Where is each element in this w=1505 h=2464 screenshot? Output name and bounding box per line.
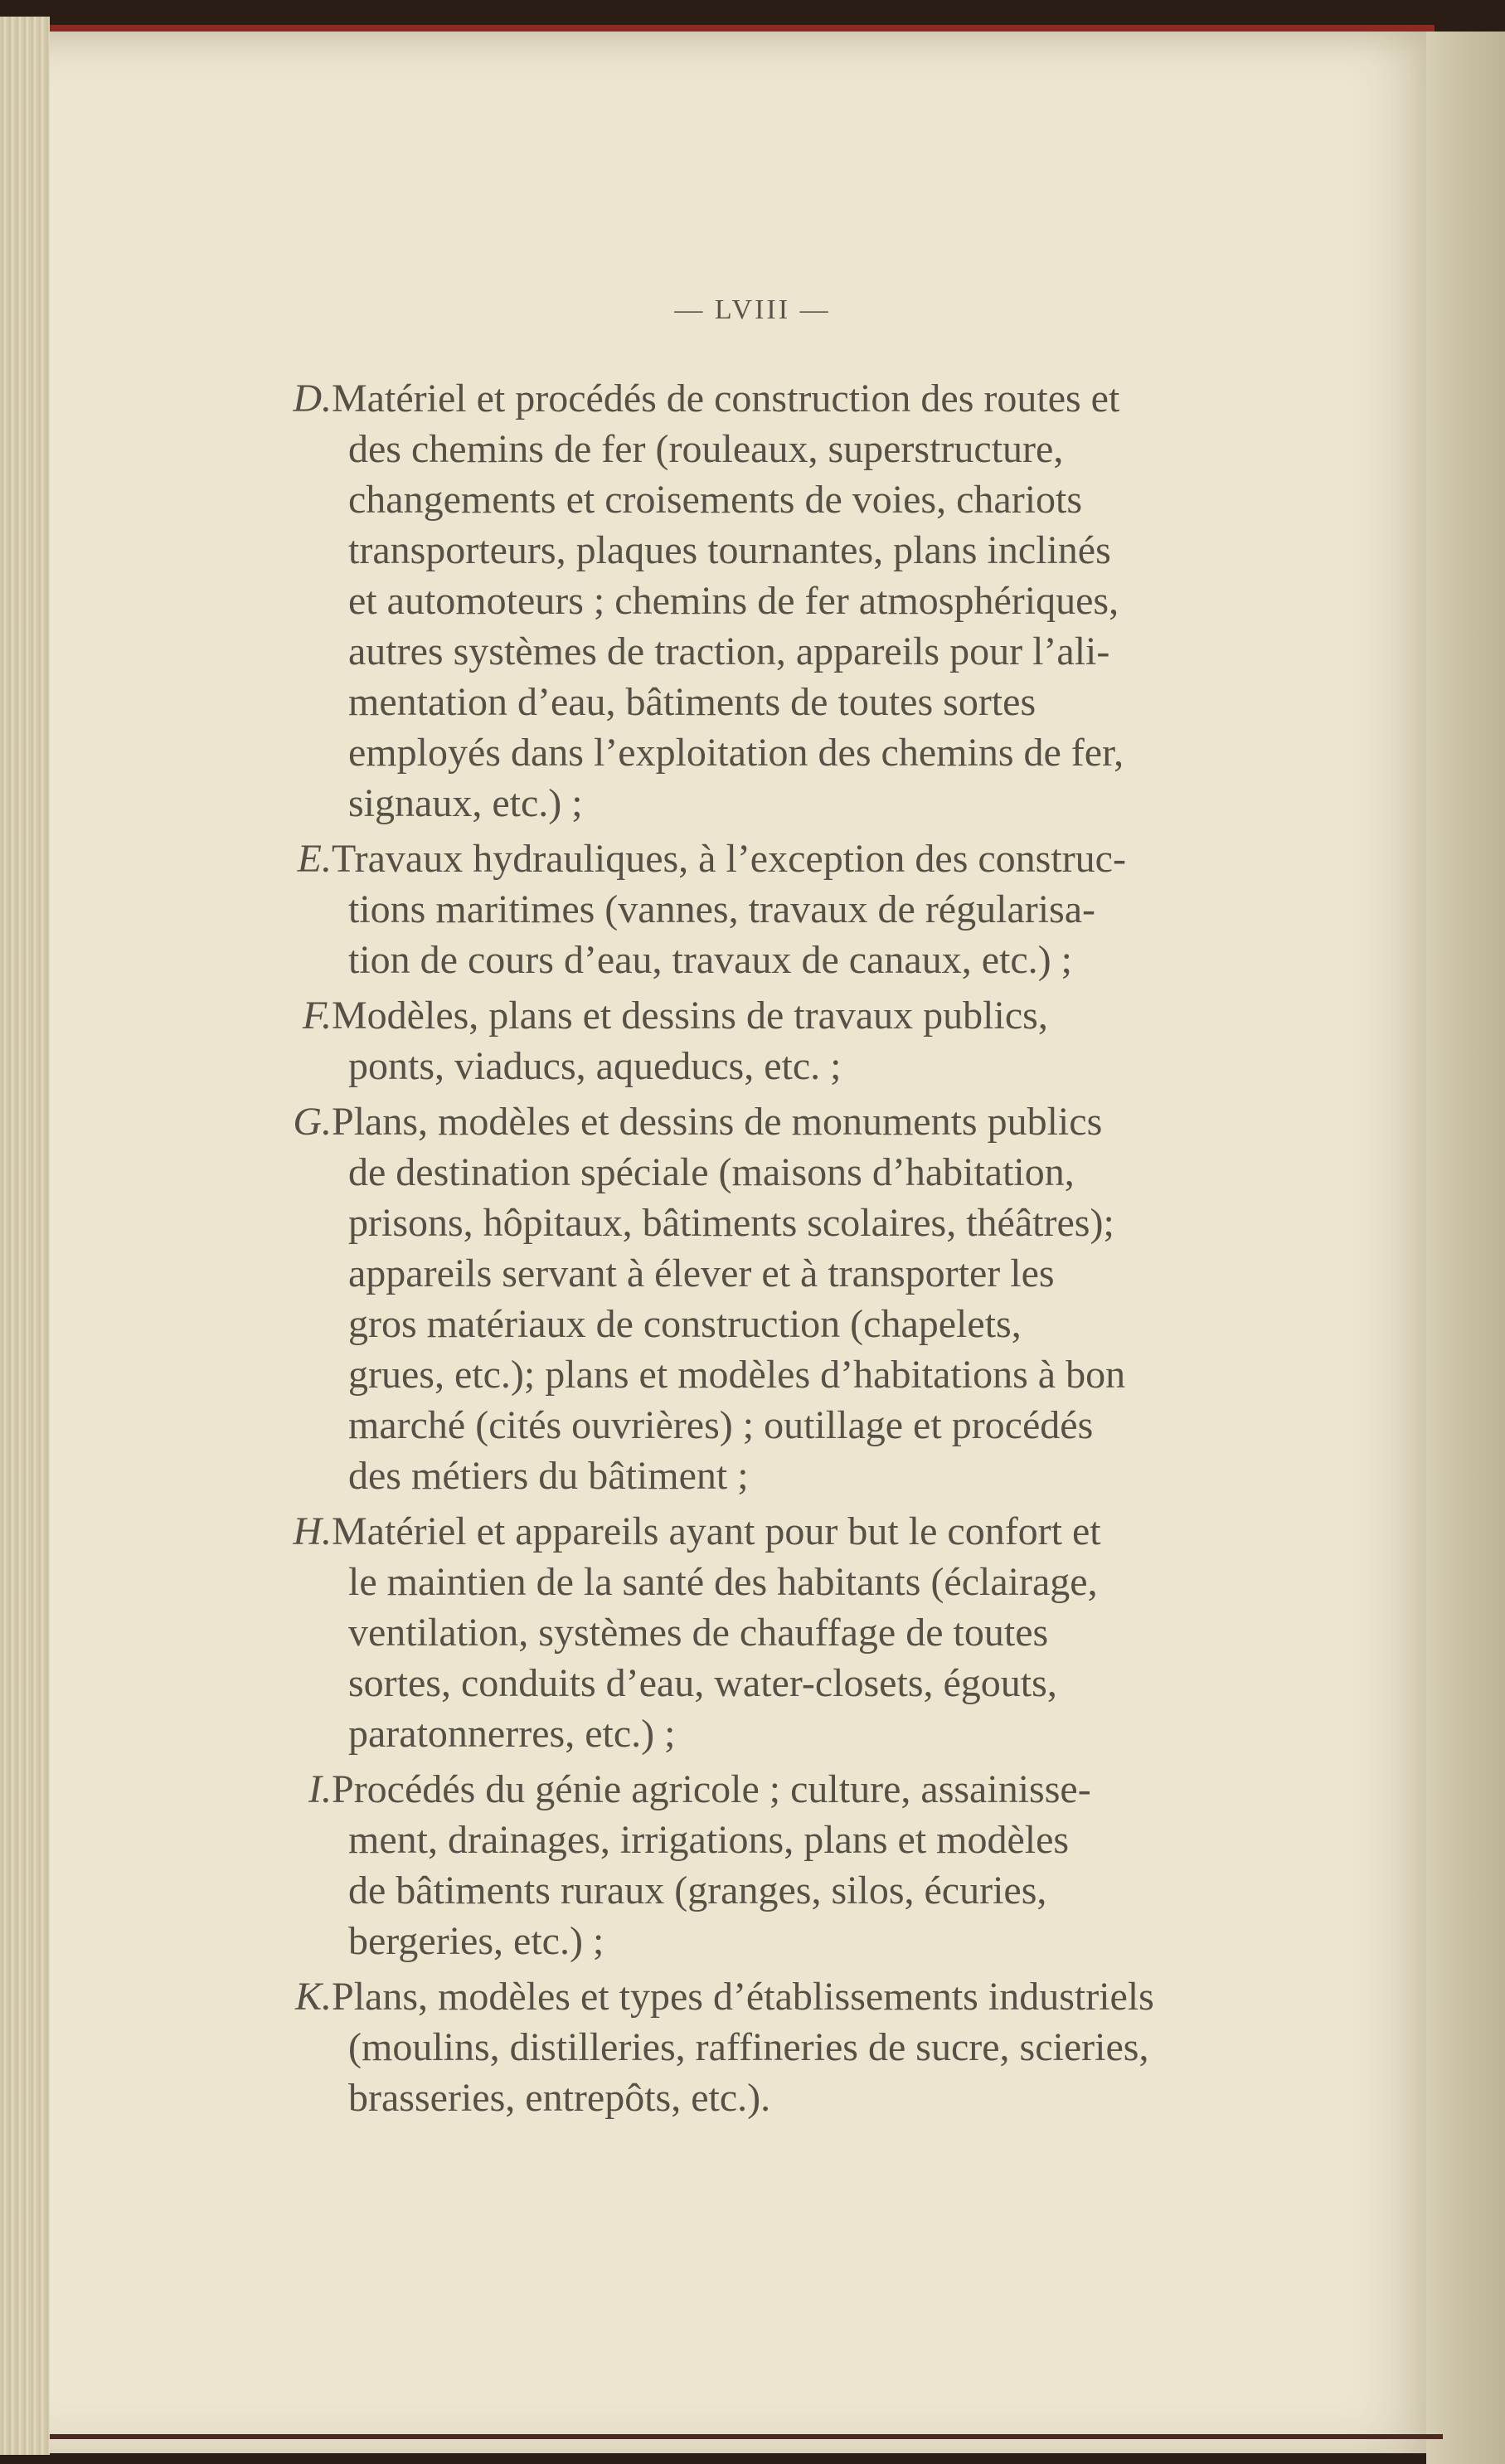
text-line: prisons, hôpitaux, bâtiments scolaires, théâtres); <box>348 1201 1114 1245</box>
item-letter: F. <box>302 994 332 1038</box>
text-line: Matériel et procédés de construction des routes et <box>332 377 1120 420</box>
text-line: transporteurs, plaques tournantes, plans inclinés <box>348 528 1111 572</box>
list-item-f <box>0 990 1269 1091</box>
text-line: paratonnerres, etc.) ; <box>348 1712 676 1756</box>
text-line: de destination spéciale (maisons d’habitation, <box>348 1150 1075 1194</box>
text-line: signaux, etc.) ; <box>348 781 583 825</box>
list-item-g <box>0 1096 1269 1501</box>
text-line: ventilation, systèmes de chauffage de toutes <box>348 1611 1049 1655</box>
text-line: mentation d’eau, bâtiments de toutes sortes <box>348 680 1037 724</box>
item-letter: D. <box>293 377 332 420</box>
text-line: Modèles, plans et dessins de travaux publics, <box>332 994 1048 1038</box>
text-line: brasseries, entrepôts, etc.). <box>348 2076 771 2120</box>
text-line: changements et croisements de voies, chariots <box>348 478 1083 522</box>
top-binding-edge <box>25 25 1435 32</box>
text-line: et automoteurs ; chemins de fer atmosphériques, <box>348 579 1119 623</box>
text-line: Matériel et appareils ayant pour but le confort et <box>332 1509 1101 1553</box>
text-line: autres systèmes de traction, appareils pour l’ali- <box>348 629 1110 673</box>
text-line: de bâtiments ruraux (granges, silos, écuries, <box>348 1869 1047 1912</box>
list-item-i <box>0 1764 1269 1966</box>
text-body <box>0 373 1505 2128</box>
list-item-h <box>0 1506 1269 1759</box>
text-line: employés dans l’exploitation des chemins de fer, <box>348 731 1124 775</box>
text-line: le maintien de la santé des habitants (éclairage, <box>348 1560 1098 1604</box>
text-line: appareils servant à élever et à transporter les <box>348 1251 1055 1295</box>
text-line: tion de cours d’eau, travaux de canaux, etc.) ; <box>348 938 1072 982</box>
text-line: gros matériaux de construction (chapelets, <box>348 1302 1022 1346</box>
item-letter: I. <box>308 1767 332 1811</box>
text-line: Plans, modèles et types d’établissements industriels <box>332 1975 1154 2019</box>
item-letter: K. <box>294 1975 332 2019</box>
item-letter: E. <box>297 837 332 881</box>
text-line: ment, drainages, irrigations, plans et modèles <box>348 1818 1070 1862</box>
text-line: tions maritimes (vannes, travaux de régularisa- <box>348 887 1096 931</box>
list-item-e <box>0 833 1269 985</box>
text-line: des chemins de fer (rouleaux, superstructure, <box>348 427 1064 471</box>
text-line: (moulins, distilleries, raffineries de sucre, scieries, <box>348 2025 1149 2069</box>
text-line: sortes, conduits d’eau, water-closets, égouts, <box>348 1661 1057 1705</box>
text-line: Plans, modèles et dessins de monuments publics <box>332 1100 1103 1144</box>
page-number-header: — LVIII — <box>674 294 831 325</box>
list-item-k <box>0 1971 1269 2123</box>
bottom-binding-edge <box>50 2434 1443 2439</box>
text-line: marché (cités ouvrières) ; outillage et procédés <box>348 1403 1094 1447</box>
list-item-d <box>0 373 1269 829</box>
text-line: grues, etc.); plans et modèles d’habitations à bon <box>348 1353 1126 1397</box>
text-line: Procédés du génie agricole ; culture, assainisse- <box>332 1767 1091 1811</box>
item-letter: H. <box>293 1509 332 1553</box>
text-line: ponts, viaducs, aqueducs, etc. ; <box>348 1044 842 1088</box>
text-line: des métiers du bâtiment ; <box>348 1454 749 1498</box>
text-line: bergeries, etc.) ; <box>348 1919 604 1963</box>
item-letter: G. <box>293 1100 332 1144</box>
text-line: Travaux hydrauliques, à l’exception des construc- <box>332 837 1126 881</box>
